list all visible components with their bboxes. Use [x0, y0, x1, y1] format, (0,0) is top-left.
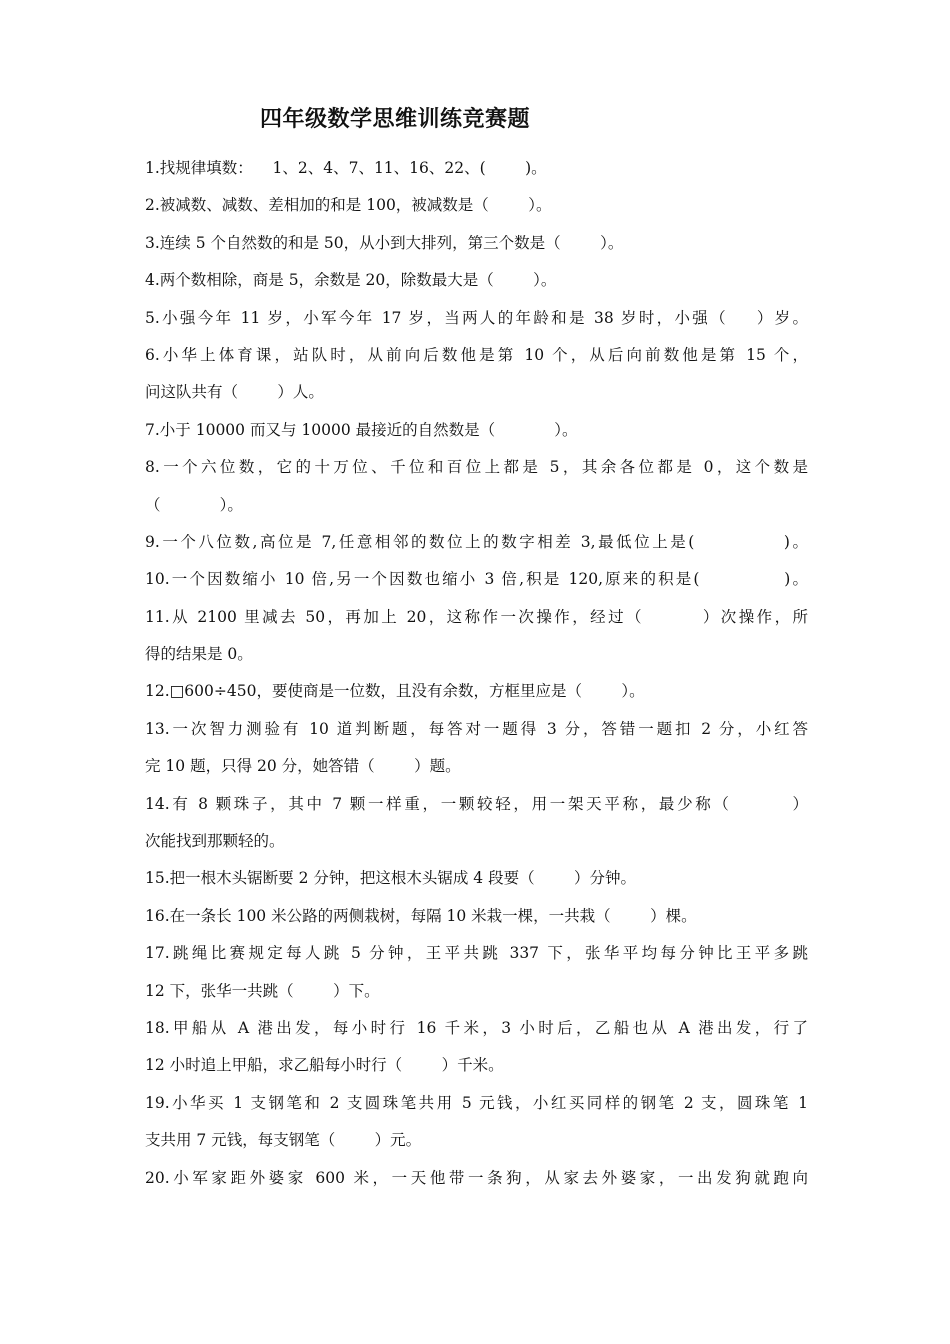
- question-line-8: 8.一个六位数，它的十万位、千位和百位上都是 5，其余各位都是 0，这个数是: [145, 458, 808, 477]
- question-list: [145, 150, 808, 1197]
- page-title: 四年级数学思维训练竞赛题: [259, 107, 530, 132]
- question-line-3: 3.连续 5 个自然数的和是 50，从小到大排列，第三个数是（ ）。: [145, 233, 624, 252]
- question-line-19: 19.小华买 1 支钢笔和 2 支圆珠笔共用 5 元钱，小红买同样的钢笔 2 支，圆珠笔 1: [145, 1093, 808, 1112]
- question-line-17: 17.跳绳比赛规定每人跳 5 分钟，王平共跳 337 下，张华平均每分钟比王平多跳: [145, 944, 808, 963]
- question-line-6-cont: 问这队共有（ ）人。: [145, 383, 324, 402]
- question-line-14-cont: 次能找到那颗轻的。: [145, 832, 285, 851]
- question-line-20: 20.小军家距外婆家 600 米，一天他带一条狗，从家去外婆家，一出发狗就跑向: [145, 1168, 808, 1187]
- question-line-15: 15.把一根木头锯断要 2 分钟，把这根木头锯成 4 段要（ ）分钟。: [145, 869, 636, 888]
- question-line-7: 7.小于 10000 而又与 10000 最接近的自然数是（ ）。: [145, 420, 578, 439]
- question-line-2: 2.被减数、减数、差相加的和是 100，被减数是（ ）。: [145, 196, 552, 215]
- question-line-14: 14.有 8 颗珠子，其中 7 颗一样重，一颗较轻，用一架天平称，最少称（ ）: [145, 794, 808, 813]
- question-line-17-cont: 12 下，张华一共跳（ ）下。: [145, 981, 380, 1000]
- question-line-11-cont: 得的结果是 0。: [145, 645, 253, 664]
- question-line-12: 12.□600÷450，要使商是一位数，且没有余数，方框里应是（ ）。: [145, 682, 645, 701]
- question-line-11: 11.从 2100 里减去 50，再加上 20，这称作一次操作，经过（ ）次操作，所: [145, 607, 808, 626]
- question-line-13-cont: 完 10 题，只得 20 分，她答错（ ）题。: [145, 757, 461, 776]
- question-line-5: 5.小强今年 11 岁，小军今年 17 岁，当两人的年龄和是 38 岁时，小强（ ）岁。: [145, 308, 808, 327]
- question-line-10: 10.一个因数缩小 10 倍,另一个因数也缩小 3 倍,积是 120,原来的积是( )。: [145, 570, 808, 589]
- question-line-18-cont: 12 小时追上甲船，求乙船每小时行（ ）千米。: [145, 1056, 504, 1075]
- question-line-8-cont: （ ）。: [145, 495, 243, 514]
- question-line-1: 1.找规律填数： 1、2、4、7、11、16、22、( )。: [145, 159, 547, 177]
- question-line-6: 6.小华上体育课，站队时，从前向后数他是第 10 个，从后向前数他是第 15 个，: [145, 345, 808, 364]
- question-line-13: 13.一次智力测验有 10 道判断题，每答对一题得 3 分，答错一题扣 2 分，小红答: [145, 719, 808, 738]
- question-line-9: 9.一个八位数,高位是 7,任意相邻的数位上的数字相差 3,最低位上是( )。: [145, 532, 808, 551]
- question-line-18: 18.甲船从 A 港出发，每小时行 16 千米，3 小时后，乙船也从 A 港出发，行了: [145, 1018, 808, 1037]
- question-line-16: 16.在一条长 100 米公路的两侧栽树，每隔 10 米栽一棵，一共栽（ ）棵。: [145, 906, 697, 925]
- question-line-19-cont: 支共用 7 元钱，每支钢笔（ ）元。: [145, 1131, 422, 1150]
- question-line-4: 4.两个数相除，商是 5，余数是 20，除数最大是（ ）。: [145, 271, 557, 290]
